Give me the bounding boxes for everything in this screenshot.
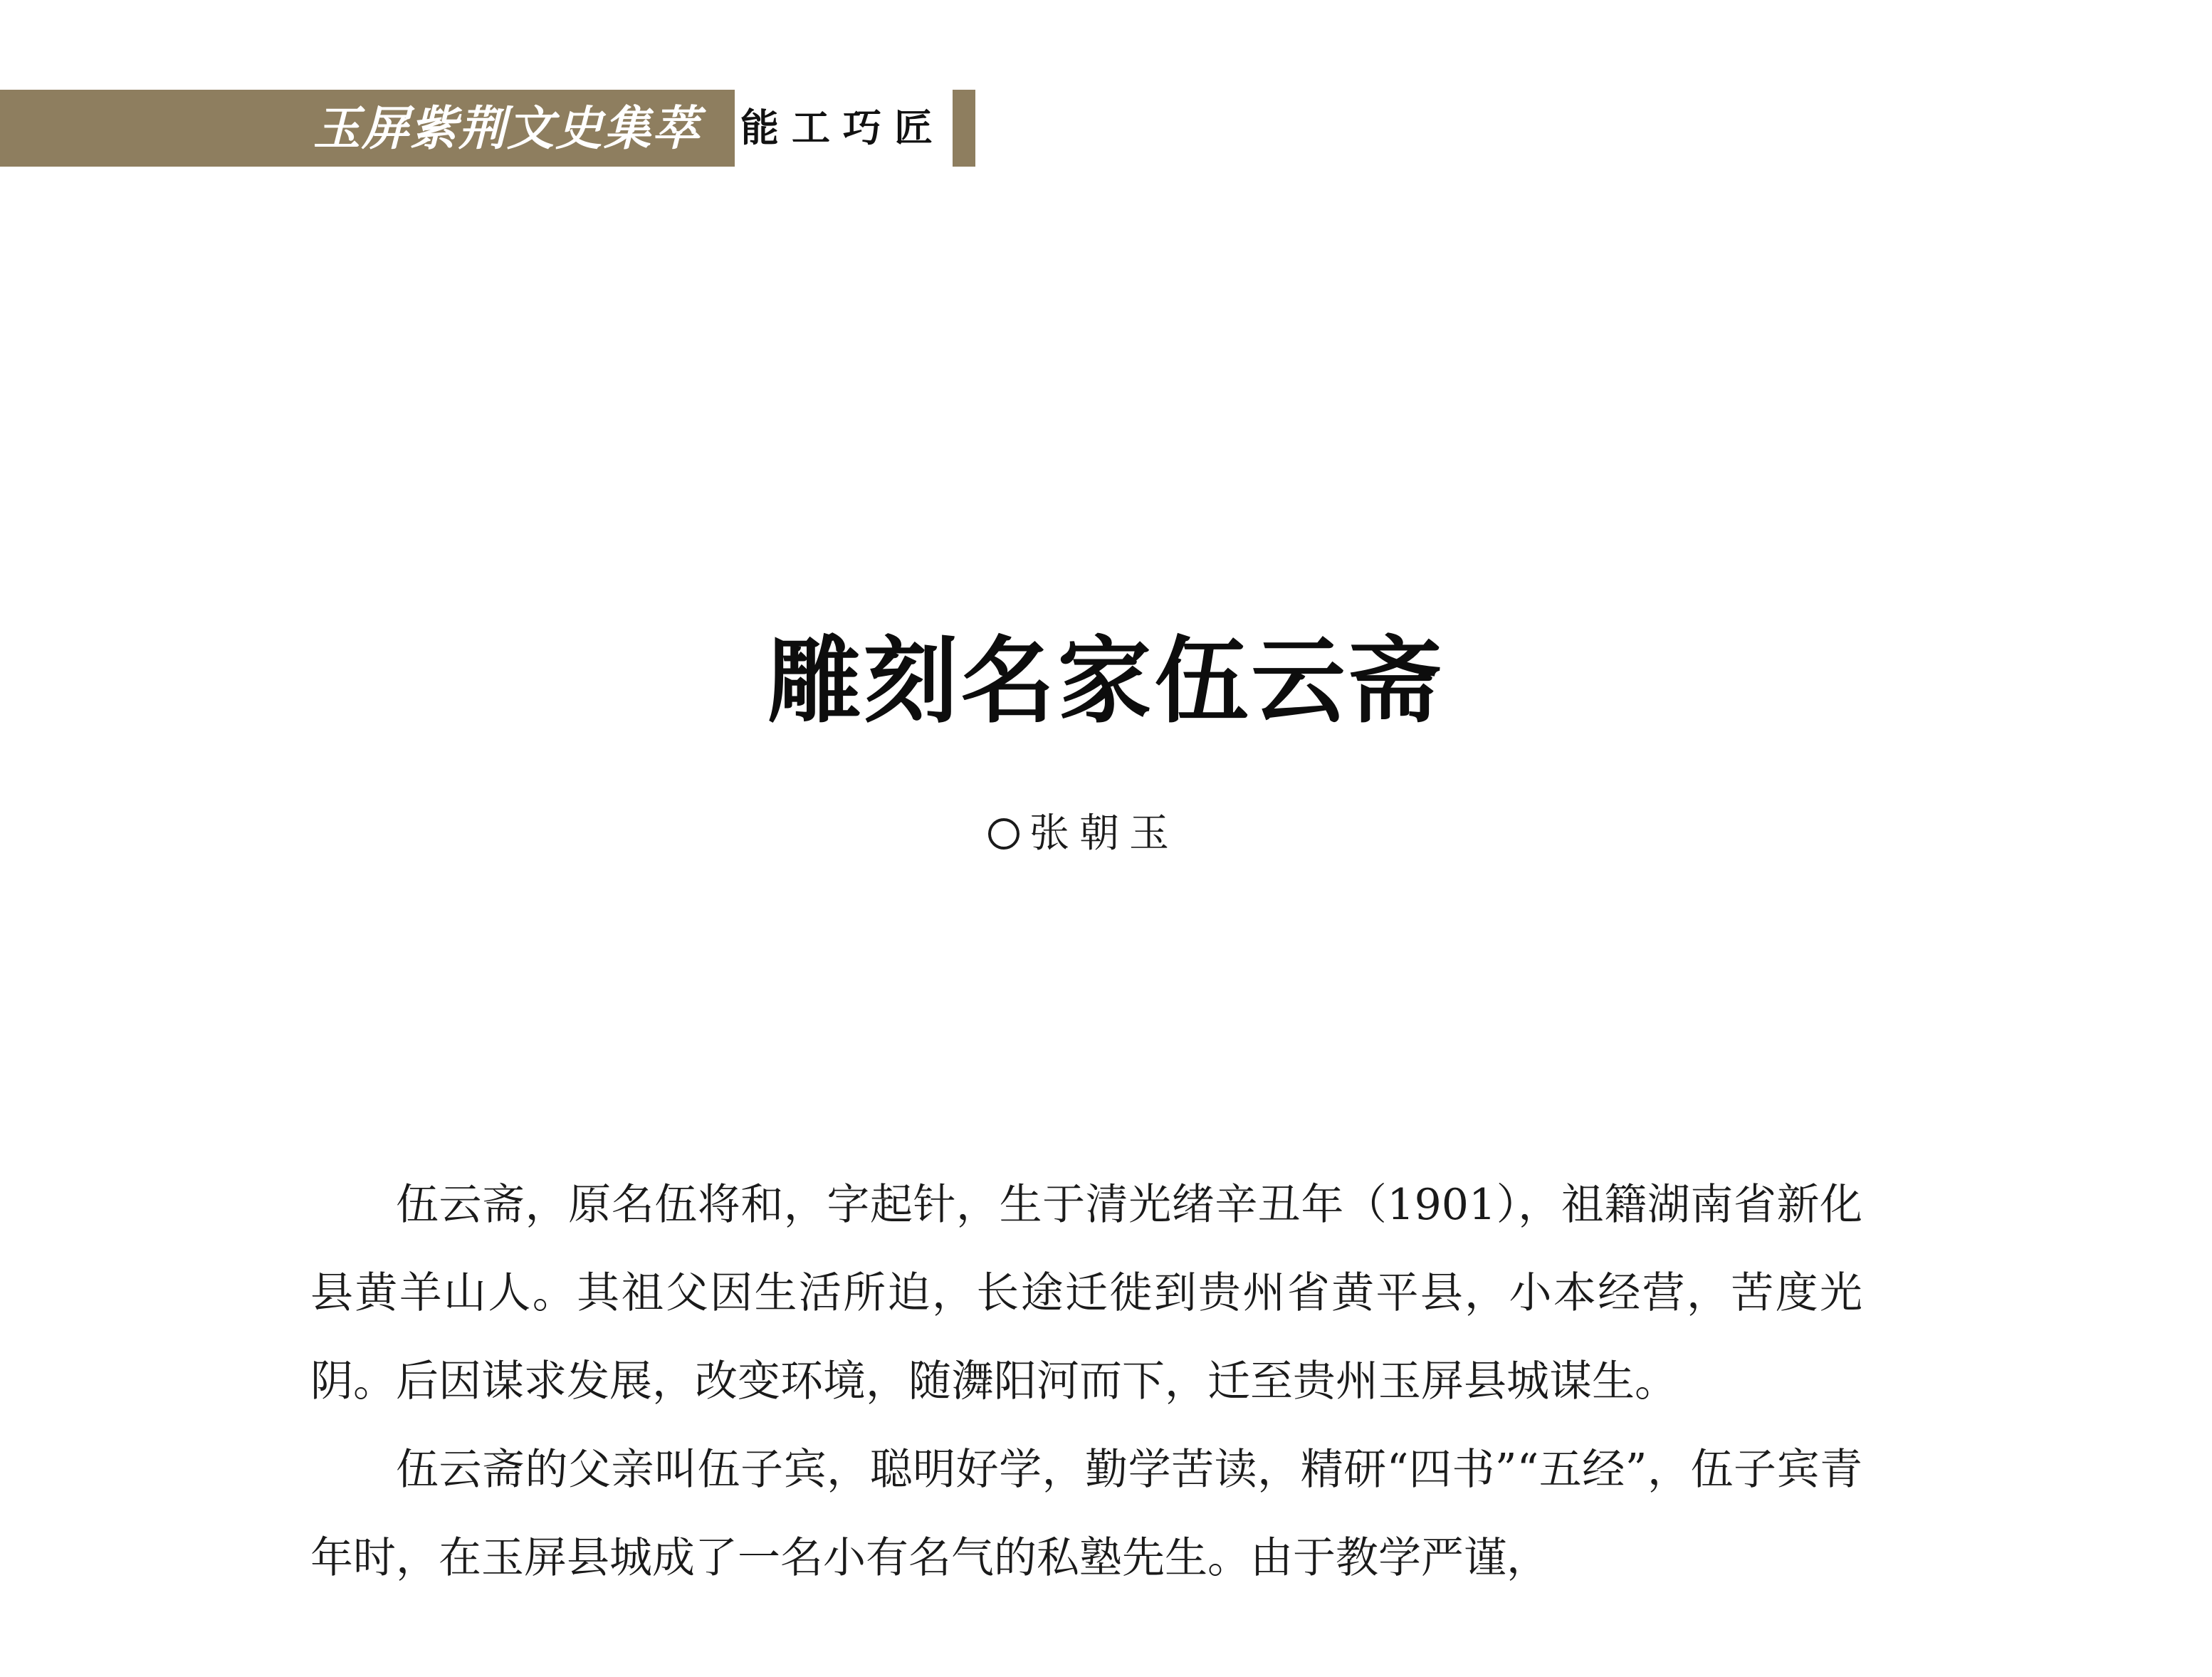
body-paragraph: 伍云斋的父亲叫伍子宾，聪明好学，勤学苦读，精研“四书”“五经”，伍子宾青年时，在玉屏县城成了一名小有名气的私塾先生。由于教学严谨， xyxy=(310,1445,1862,1583)
article-body xyxy=(310,1161,1862,1602)
byline xyxy=(988,805,1179,862)
body-paragraph: 伍云斋，原名伍将和，字起针，生于清光绪辛丑年（1901），祖籍湖南省新化县黄羊山人。其祖父因生活所迫，长途迁徙到贵州省黄平县，小本经营，苦度光阴。后因谋求发展，改变环境，随㵲阳河而下，迁至贵州玉屏县城谋生。 xyxy=(310,1180,1862,1406)
author-name: 张朝玉 xyxy=(1029,810,1179,857)
circle-mark-icon xyxy=(988,818,1019,850)
header-end-bar xyxy=(953,90,975,167)
series-title: 玉屏紫荆文史集萃 xyxy=(313,100,701,156)
section-label: 能工巧匠 xyxy=(740,105,945,150)
article-title: 雕刻名家伍云斋 xyxy=(767,626,1445,736)
